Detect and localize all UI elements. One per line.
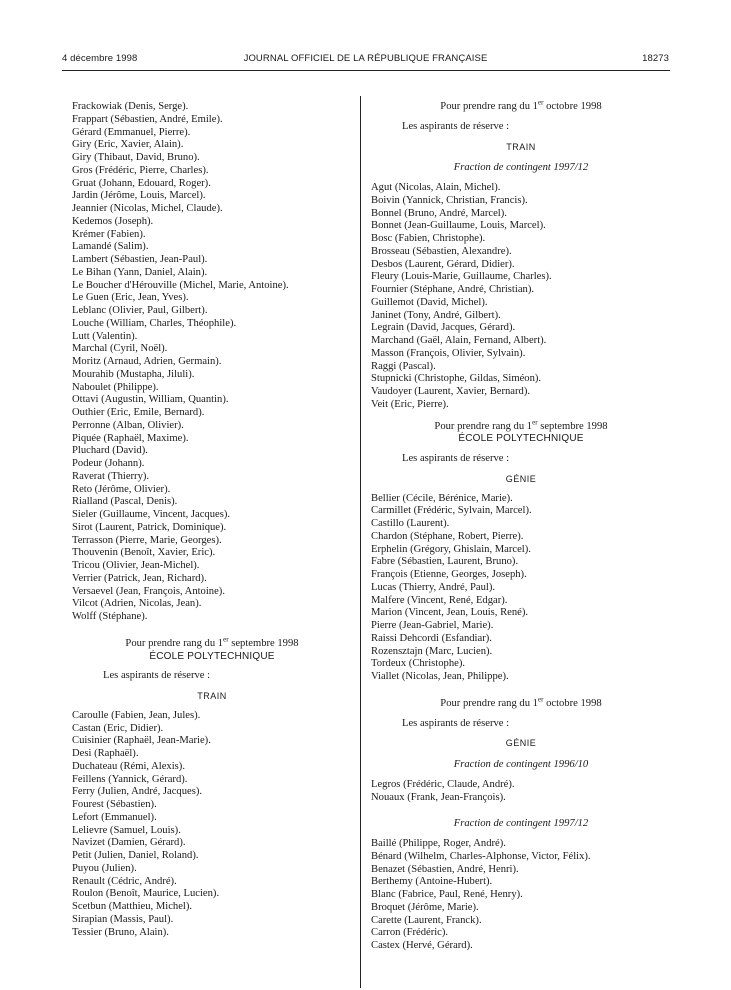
list-item: Jeannier (Nicolas, Michel, Claude). [72,203,223,214]
list-item: Le Bihan (Yann, Daniel, Alain). [72,266,208,278]
list-item: François (Etienne, Georges, Joseph). [371,569,527,580]
list-item: Mourahib (Mustapha, Jiluli). [72,368,195,380]
list-item: Leblanc (Olivier, Paul, Gilbert). [72,305,208,316]
list-item: Terrasson (Pierre, Marie, Georges). [72,534,222,546]
page-number: 18273 [642,53,669,64]
list-item: Roulon (Benoît, Maurice, Lucien). [72,888,220,900]
list-item: Carmillet (Frédéric, Sylvain, Marcel). [371,505,532,517]
list-item: Marchand (Gaël, Alain, Fernand, Albert). [371,335,547,346]
list-item: Berthemy (Antoine-Hubert). [371,876,493,888]
aspirants-label: Les aspirants de réserve : [402,453,510,464]
list-item: Malfere (Vincent, René, Edgar). [371,594,508,606]
list-item: Perronne (Alban, Olivier). [72,419,184,431]
list-item: Agut (Nicolas, Alain, Michel). [371,182,501,193]
list-item: Naboulet (Philippe). [72,381,159,393]
list-item: Bonnet (Jean-Guillaume, Louis, Marcel). [371,220,546,232]
list-item: Fournier (Stéphane, André, Christian). [371,284,534,295]
list-item: Rialland (Pascal, Denis). [72,496,178,508]
list-item: Ferry (Julien, André, Jacques). [72,786,203,798]
fraction-heading: Fraction de contingent 1996/10 [453,759,589,770]
list-item: Brosseau (Sébastien, Alexandre). [371,245,512,257]
list-item: Bosc (Fabien, Christophe). [371,233,486,244]
list-item: Raverat (Thierry). [72,470,150,482]
journal-title: JOURNAL OFFICIEL DE LA RÉPUBLIQUE FRANÇAISE [243,53,488,64]
arm-heading: TRAIN [197,691,227,701]
list-item: Lutt (Valentin). [72,330,138,342]
rank-heading: Pour prendre rang du 1er septembre 1998 [125,635,299,649]
list-item: Marchal (Cyril, Noël). [72,343,168,355]
list-item: Renault (Cédric, André). [72,875,177,887]
list-item: Bonnel (Bruno, André, Marcel). [371,207,507,219]
list-item: Puyou (Julien). [72,862,137,874]
list-item: Piquée (Raphaël, Maxime). [72,432,189,444]
aspirants-label: Les aspirants de réserve : [402,120,510,132]
list-item: Marion (Vincent, Jean, Louis, René). [371,607,529,619]
list-item: Cuisinier (Raphaël, Jean-Marie). [72,735,211,747]
arm-heading: GÉNIE [505,473,537,484]
list-item: Gros (Frédéric, Pierre, Charles). [72,164,209,176]
list-item: Verrier (Patrick, Jean, Richard). [72,572,207,584]
list-item: Lucas (Thierry, André, Paul). [371,581,496,593]
list-item: Louche (William, Charles, Théophile). [72,317,237,329]
rank-heading: Pour prendre rang du 1er septembre 1998 [434,417,608,432]
name-list [371,779,671,805]
school-heading: ÉCOLE POLYTECHNIQUE [149,650,275,662]
list-item: Giry (Eric, Xavier, Alain). [72,139,184,151]
list-item: Masson (François, Olivier, Sylvain). [371,347,526,359]
list-item: Guillemot (David, Michel). [371,296,488,308]
list-item: Giry (Thibaut, David, Bruno). [72,152,200,163]
list-item: Lambert (Sébastien, Jean-Paul). [72,254,208,265]
list-item: Lefort (Emmanuel). [72,811,157,823]
list-item: Vaudoyer (Laurent, Xavier, Bernard). [371,386,530,397]
list-item: Frackowiak (Denis, Serge). [72,101,189,112]
name-list [371,182,671,412]
list-item: Raissi Dehcordi (Esfandiar). [371,632,492,644]
school-heading: ÉCOLE POLYTECHNIQUE [458,433,584,445]
list-item: Legrain (David, Jacques, Gérard). [371,322,516,334]
list-item: Desbos (Laurent, Gérard, Didier). [371,258,515,270]
list-item: Chardon (Stéphane, Robert, Pierre). [371,530,524,542]
fraction-heading: Fraction de contingent 1997/12 [453,162,589,174]
list-item: Desi (Raphaël). [72,748,139,759]
rank-heading: Pour prendre rang du 1er octobre 1998 [440,695,602,709]
list-item: Fabre (Sébastien, Laurent, Bruno). [371,556,519,568]
list-item: Viallet (Nicolas, Jean, Philippe). [371,671,509,682]
list-item: Sirot (Laurent, Patrick, Dominique). [72,521,227,533]
name-list [72,101,352,624]
name-list [371,493,671,684]
list-item: Broquet (Jérôme, Marie). [371,901,479,913]
list-item: Ottavi (Augustin, William, Quantin). [72,394,229,406]
list-item: Tricou (Olivier, Jean-Michel). [72,560,200,571]
list-item: Pierre (Jean-Gabriel, Marie). [371,620,494,631]
list-item: Legros (Frédéric, Claude, André). [371,778,515,790]
list-item: Petit (Julien, Daniel, Roland). [72,850,199,861]
list-item: Podeur (Johann). [72,458,145,469]
list-item: Caroulle (Fabien, Jean, Jules). [72,709,201,721]
column-divider [360,96,361,988]
list-item: Blanc (Fabrice, Paul, René, Henry). [371,889,523,900]
list-item: Castan (Eric, Didier). [72,722,164,734]
list-item: Lelievre (Samuel, Louis). [72,824,181,836]
list-item: Carette (Laurent, Franck). [371,914,482,926]
list-item: Fleury (Louis-Marie, Guillaume, Charles). [371,271,552,283]
list-item: Sieler (Guillaume, Vincent, Jacques). [72,509,231,520]
list-item: Sirapian (Massis, Paul). [72,913,174,925]
list-item: Thouvenin (Benoît, Xavier, Eric). [72,547,216,559]
list-item: Castex (Hervé, Gérard). [371,940,473,951]
list-item: Veit (Eric, Pierre). [371,398,449,410]
list-item: Wolff (Stéphane). [72,611,148,622]
list-item: Feillens (Yannick, Gérard). [72,773,188,785]
list-item: Kedemos (Joseph). [72,215,154,227]
list-item: Tessier (Bruno, Alain). [72,926,169,938]
arm-heading: GÉNIE [505,738,537,749]
rank-heading: Pour prendre rang du 1er octobre 1998 [440,98,602,112]
list-item: Erphelin (Grégory, Ghislain, Marcel). [371,543,531,555]
list-item: Lamandé (Salim). [72,241,149,253]
list-item: Fourest (Sébastien). [72,799,157,810]
list-item: Duchateau (Rémi, Alexis). [72,760,185,772]
list-item: Bénard (Wilhelm, Charles-Alphonse, Victor, Félix). [371,850,591,862]
list-item: Tordeux (Christophe). [371,658,465,670]
list-item: Scetbun (Matthieu, Michel). [72,901,193,912]
list-item: Raggi (Pascal). [371,360,436,372]
list-item: Stupnicki (Christophe, Gildas, Siméon). [371,373,542,385]
list-item: Boivin (Yannick, Christian, Francis). [371,194,528,206]
list-item: Moritz (Arnaud, Adrien, Germain). [72,356,222,367]
list-item: Versaevel (Jean, François, Antoine). [72,585,225,597]
list-item: Jardin (Jérôme, Louis, Marcel). [72,190,206,202]
list-item: Janinet (Tony, André, Gilbert). [371,309,501,321]
arm-heading: TRAIN [506,141,536,152]
list-item: Navizet (Damien, Gérard). [72,837,186,849]
left-column [72,101,352,939]
right-column [371,98,671,953]
list-item: Gérard (Emmanuel, Pierre). [72,126,191,138]
header-date: 4 décembre 1998 [62,53,138,64]
aspirants-label: Les aspirants de réserve : [103,670,211,682]
aspirants-label: Les aspirants de réserve : [402,717,510,729]
list-item: Benazet (Sébastien, André, Henri). [371,863,519,875]
name-list [72,710,352,940]
list-item: Outhier (Eric, Emile, Bernard). [72,407,205,418]
list-item: Castillo (Laurent). [371,518,450,529]
name-list [371,838,671,953]
list-item: Bellier (Cécile, Bérénice, Marie). [371,492,513,504]
list-item: Gruat (Johann, Edouard, Roger). [72,177,211,189]
list-item: Reto (Jérôme, Olivier). [72,483,171,495]
list-item: Le Guen (Eric, Jean, Yves). [72,292,189,304]
list-item: Nouaux (Frank, Jean-François). [371,791,506,803]
list-item: Rozensztajn (Marc, Lucien). [371,645,493,657]
list-item: Carron (Frédéric). [371,927,449,939]
list-item: Vilcot (Adrien, Nicolas, Jean). [72,598,202,610]
list-item: Frappart (Sébastien, André, Emile). [72,113,223,125]
list-item: Pluchard (David). [72,445,148,457]
header-rule [62,70,670,71]
list-item: Le Boucher d'Hérouville (Michel, Marie, Antoine). [72,279,289,291]
list-item: Krémer (Fabien). [72,228,146,240]
fraction-heading: Fraction de contingent 1997/12 [453,818,589,830]
list-item: Baillé (Philippe, Roger, André). [371,838,506,849]
